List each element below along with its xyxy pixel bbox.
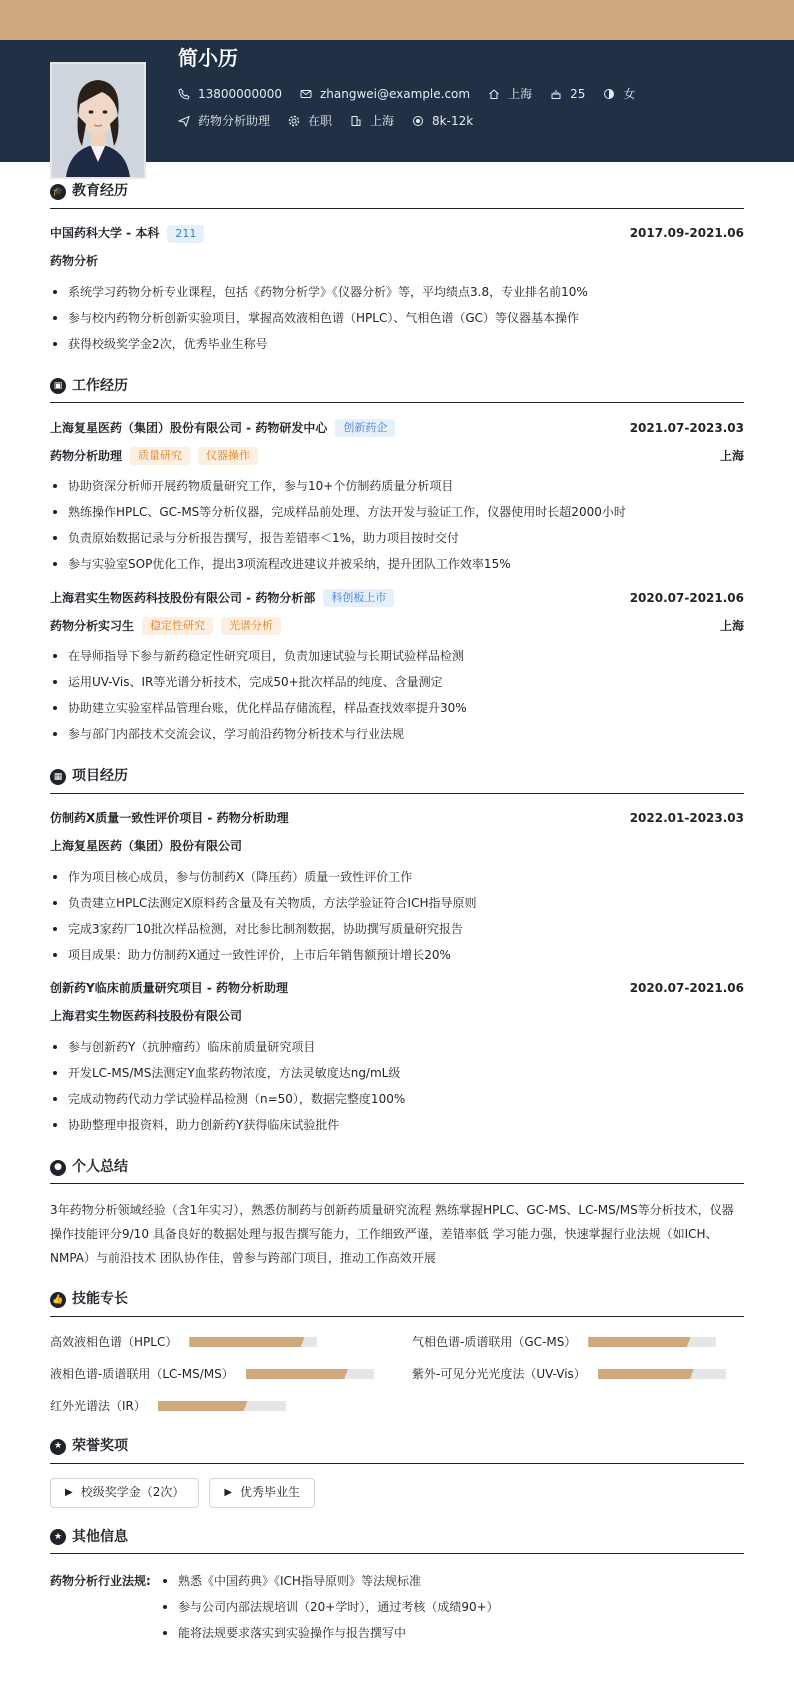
section-title: 其他信息 [72,1528,128,1545]
major: 药物分析 [50,254,99,269]
skill-tag: 仪器操作 [198,447,258,465]
work-bullets [50,473,744,577]
accent-top-bar [0,0,794,40]
resume-header [0,40,794,162]
email-item [300,86,470,103]
school-tag: 211 [167,225,204,243]
section-header [50,377,744,404]
section-title: 教育经历 [72,183,128,199]
gender-item [603,86,635,103]
skill-bar-fill [158,1401,248,1411]
projects-section [50,767,744,1138]
job-row [178,113,491,130]
phone-icon [178,88,190,100]
skill-tag: 质量研究 [130,447,190,465]
skill-item [50,1363,382,1385]
list-item: 开发LC-MS/MS法测定Y血浆药物浓度，方法灵敏度达ng/mL级 [50,1060,744,1086]
company-name: 上海君实生物医药科技股份有限公司 - 药物分析部 [50,590,316,605]
section-header [50,1437,744,1464]
location-item [488,86,532,103]
entry-date: 2020.07-2021.06 [629,590,744,605]
gender-text: 女 [623,87,636,101]
list-item: 熟练操作HPLC、GC-MS等分析仪器，完成样品前处理、方法开发与验证工作，仪器使用时长超2000小时 [50,499,744,525]
list-item: 负责原始数据记录与分析报告撰写，报告差错率＜1%，助力项目按时交付 [50,525,744,551]
role-row [50,615,744,637]
other-label: 药物分析行业法规: [50,1574,151,1589]
city-text: 上海 [370,114,395,128]
project-name: 创新药Y临床前质量研究项目 - 药物分析助理 [50,981,289,996]
entry-title-row [50,223,744,245]
list-item: 项目成果：助力仿制药X通过一致性评价，上市后年销售额预计增长20% [50,942,744,968]
award-label: 校级奖学金（2次） [80,1485,185,1500]
info-icon: ★ [50,1529,66,1545]
list-item: 参与校内药物分析创新实验项目，掌握高效液相色谱（HPLC）、气相色谱（GC）等仪器基本操作 [50,305,744,331]
section-title: 工作经历 [72,377,128,394]
skill-bar [189,1337,317,1347]
section-header [50,182,744,209]
candidate-name: 简小历 [178,46,238,70]
org-row [50,836,744,858]
entry-date: 2017.09-2021.06 [629,226,744,241]
entry-title-row [50,978,744,1000]
skill-bar [598,1369,726,1379]
skill-name: 高效液相色谱（HPLC） [50,1334,178,1349]
skill-name: 紫外-可见分光光度法（UV-Vis） [412,1366,586,1381]
awards-section [50,1437,744,1508]
salary-item [412,113,473,130]
skill-bar [246,1369,374,1379]
role-row [50,445,744,467]
major-row [50,251,744,273]
skill-bar [158,1401,286,1411]
graduation-cap-icon: 🎓 [50,184,66,200]
phone-text: 13800000000 [198,87,282,101]
school-name: 中国药科大学 - 本科 [50,226,160,241]
project-org: 上海复星医药（集团）股份有限公司 [50,839,243,854]
project-org: 上海君实生物医药科技股份有限公司 [50,1009,243,1024]
skill-bar-fill [246,1369,348,1379]
section-header [50,767,744,794]
role: 药物分析实习生 [50,618,135,633]
list-item: 完成动物药代动力学试验样品检测（n=50），数据完整度100% [50,1086,744,1112]
section-header [50,1290,744,1317]
building-icon [350,115,362,127]
list-item: 协助整理申报资料，助力创新药Y获得临床试验批件 [50,1112,744,1138]
list-item: 获得校级奖学金2次，优秀毕业生称号 [50,331,744,357]
gender-icon [603,88,615,100]
play-icon: ▶ [65,1486,73,1498]
list-item: 参与创新药Y（抗肿瘤药）临床前质量研究项目 [50,1034,744,1060]
education-bullets [50,279,744,357]
avatar [50,62,146,179]
work-entry [50,417,744,577]
project-name: 仿制药X质量一致性评价项目 - 药物分析助理 [50,811,289,826]
list-item: 作为项目核心成员，参与仿制药X（降压药）质量一致性评价工作 [50,864,744,890]
award-label: 优秀毕业生 [240,1485,301,1500]
entry-date: 2021.07-2023.03 [629,420,744,435]
age-text: 25 [570,87,586,101]
skill-bar-fill [189,1337,304,1347]
status-item [288,113,332,130]
project-bullets [50,864,744,968]
list-item: 完成3家药厂10批次样品检测，对比参比制剂数据，协助撰写质量研究报告 [50,916,744,942]
home-icon [488,88,500,100]
education-section [50,182,744,357]
cake-icon [550,88,562,100]
user-icon: ● [50,1160,66,1176]
skill-name: 红外光谱法（IR） [50,1398,146,1413]
work-bullets [50,643,744,747]
work-city: 上海 [719,618,744,633]
list-item: 协助资深分析师开展药物质量研究工作，参与10+个仿制药质量分析项目 [50,473,744,499]
age-item [550,86,585,103]
other-info [50,1568,744,1646]
entry-title-row [50,808,744,830]
gear-icon [288,115,300,127]
section-title: 技能专长 [72,1291,128,1308]
award-icon: ★ [50,1439,66,1455]
skill-bar [588,1337,716,1347]
location-text: 上海 [508,87,533,101]
list-item: 在导师指导下参与新药稳定性研究项目，负责加速试验与长期试验样品检测 [50,643,744,669]
skill-item [412,1363,744,1385]
status-text: 在职 [308,114,333,128]
skills-section [50,1290,744,1417]
work-section [50,377,744,748]
thumbs-up-icon: 👍 [50,1292,66,1308]
education-entry [50,223,744,357]
contact-row [178,86,653,103]
list-item: 参与实验室SOP优化工作，提出3项流程改进建议并被采纳，提升团队工作效率15% [50,551,744,577]
skill-name: 液相色谱-质谱联用（LC-MS/MS） [50,1366,234,1381]
email-text: zhangwei@example.com [319,87,471,101]
mail-icon [300,88,312,100]
grid-icon: ▦ [50,769,66,785]
position-item [178,113,270,130]
list-item: 参与部门内部技术交流会议，学习前沿药物分析技术与行业法规 [50,721,744,747]
skill-tag: 稳定性研究 [142,617,213,635]
skill-item [50,1395,382,1417]
skill-bar-fill [598,1369,694,1379]
project-entry [50,978,744,1138]
entry-title-row [50,417,744,439]
list-item: 协助建立实验室样品管理台账，优化样品存储流程，样品查找效率提升30% [50,695,744,721]
entry-date: 2022.01-2023.03 [629,811,744,826]
other-section [50,1528,744,1647]
list-item: 负责建立HPLC法测定X原料药含量及有关物质，方法学验证符合ICH指导原则 [50,890,744,916]
other-bullets [160,1568,499,1646]
company-tag: 创新药企 [335,419,395,437]
role: 药物分析助理 [50,448,123,463]
work-entry [50,587,744,747]
summary-text: 3年药物分析领域经验（含1年实习），熟悉仿制药与创新药质量研究流程 熟练掌握HPLC、GC-MS、LC-MS/MS等分析技术，仪器操作技能评分9/10 具备良好的数据处理与报告撰写能力，工作细致严谨，差错率低 学习能力强，快速掌握行业法规（如ICH、NMPA）与前沿技术 团队协作佳，曾参与跨部门项目，推动工作高效开展 [50,1203,734,1266]
entry-title-row [50,587,744,609]
org-row [50,1006,744,1028]
coin-icon [412,115,424,127]
award-badge [209,1478,315,1508]
work-city: 上海 [719,448,744,463]
list-item: 参与公司内部法规培训（20+学时），通过考核（成绩90+） [160,1594,499,1620]
section-title: 荣誉奖项 [72,1437,128,1454]
resume-content [0,182,794,1646]
skill-name: 气相色谱-质谱联用（GC-MS） [412,1334,577,1349]
play-icon: ▶ [224,1486,233,1498]
skill-tag: 光谱分析 [221,617,281,635]
skill-item [50,1331,382,1353]
list-item: 运用UV-Vis、IR等光谱分析技术，完成50+批次样品的纯度、含量测定 [50,669,744,695]
send-icon [178,115,190,127]
section-title: 个人总结 [72,1158,128,1175]
company-tag: 科创板上市 [323,589,394,607]
project-entry [50,808,744,968]
company-name: 上海复星医药（集团）股份有限公司 - 药物研发中心 [50,420,328,435]
skills-grid [50,1331,744,1417]
city-item [350,113,394,130]
skill-item [412,1331,744,1353]
briefcase-icon: ▣ [50,378,66,394]
phone-item [178,86,282,103]
section-header [50,1158,744,1185]
list-item: 熟悉《中国药典》《ICH指导原则》等法规标准 [160,1568,499,1594]
entry-date: 2020.07-2021.06 [629,981,744,996]
list-item: 系统学习药物分析专业课程，包括《药物分析学》《仪器分析》等，平均绩点3.8，专业排名前10% [50,279,744,305]
award-badge [50,1478,199,1508]
position-text: 药物分析助理 [198,114,271,128]
awards-list [50,1478,744,1508]
summary-section [50,1158,744,1271]
list-item: 能将法规要求落实到实验操作与报告撰写中 [160,1620,499,1646]
salary-text: 8k-12k [432,114,474,128]
section-header [50,1528,744,1555]
project-bullets [50,1034,744,1138]
skill-bar-fill [588,1337,690,1347]
section-title: 项目经历 [72,768,128,785]
